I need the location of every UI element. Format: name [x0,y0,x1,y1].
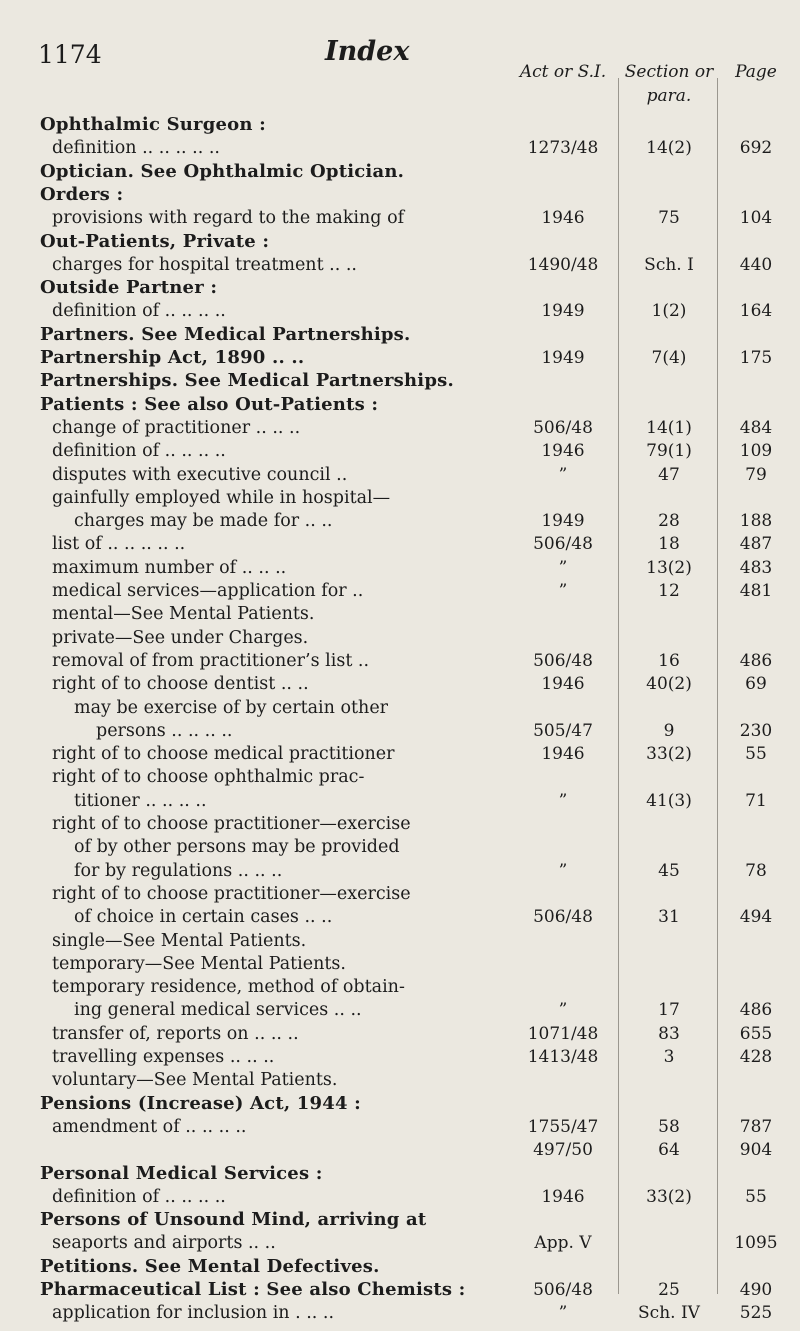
entry-page: 525 [739,1303,773,1324]
index-entry [0,834,800,860]
index-entry [0,508,800,534]
entry-text: temporary residence, method of obtain- [52,977,405,998]
entry-section: 7(4) [651,348,687,368]
entry-section: 40(2) [646,674,692,695]
index-entry [0,252,800,278]
entry-section: 33(2) [646,1186,692,1207]
index-entry [0,788,800,814]
entry-page: 655 [739,1023,773,1044]
entry-page: 483 [739,557,773,578]
entry-section: 3 [663,1047,675,1067]
entry-act: ” [558,790,568,811]
entry-section: 58 [658,1116,680,1137]
index-entry [0,298,800,324]
entry-page: 692 [739,138,773,159]
entry-text: maximum number of .. .. .. [52,557,287,578]
index-entry [0,531,800,557]
entry-text: gainfully employed while in hospital— [52,487,391,508]
entry-page: 230 [739,720,773,741]
entry-section: 79(1) [646,441,692,462]
entry-page: 175 [739,348,773,368]
entry-act: ” [558,581,568,601]
entry-act: 497/50 [533,1140,593,1161]
entry-text: may be exercise of by certain other [74,697,389,718]
index-entry [0,578,800,604]
entry-act: 506/48 [533,417,593,438]
entry-page: 494 [739,907,773,928]
index-entry [0,415,800,441]
entry-text: Ophthalmic Surgeon : [40,114,266,135]
index-entry [0,345,800,371]
entry-text: right of to choose practitioner—exercise [52,883,411,904]
entry-text: right of to choose practitioner—exercise [52,814,411,834]
entry-act: ” [558,1000,568,1021]
index-entry [0,1184,800,1210]
entry-page: 78 [745,860,767,881]
page-number: 1174 [38,40,102,69]
entry-text: list of .. .. .. .. .. [52,534,186,555]
index-entry [0,368,800,394]
entry-text: for by regulations .. .. .. [74,860,283,881]
index-entry [0,858,800,884]
entry-section: 13(2) [646,557,692,578]
entry-text: definition of .. .. .. .. [52,301,226,322]
entry-text: removal of from practitioner’s list .. [52,650,370,671]
entry-page: 440 [739,254,773,275]
index-entry [0,1207,800,1233]
entry-page: 109 [739,441,773,462]
entry-text: definition of .. .. .. .. [52,1186,226,1207]
entry-act: 506/48 [533,650,593,671]
entry-section: Sch. IV [638,1303,700,1324]
entry-text: charges may be made for .. .. [74,511,333,532]
entry-section: 75 [658,208,680,229]
entry-section: 14(2) [646,138,692,159]
entry-page: 69 [745,674,767,695]
entry-act: 1755/47 [527,1116,599,1137]
index-entry [0,229,800,255]
entry-act: 1071/48 [527,1023,599,1044]
index-entry [0,1091,800,1117]
entry-section: 18 [658,534,680,555]
entry-section: Sch. I [644,254,694,275]
entry-text: disputes with executive council .. [52,464,348,485]
entry-page: 487 [739,534,773,555]
entry-page: 490 [739,1280,773,1300]
entry-text: titioner .. .. .. .. [74,790,207,811]
column-header-section: Section or para. [624,62,714,106]
entry-section: 25 [658,1280,680,1300]
index-entry [0,904,800,930]
entry-text: persons .. .. .. .. [96,720,233,741]
entry-page: 486 [739,650,773,671]
index-entry [0,1161,800,1187]
entry-section: 33(2) [646,744,692,765]
entry-text: of by other persons may be provided [74,837,400,858]
entry-text: medical services—application for .. [52,581,364,601]
index-entry [0,951,800,977]
entry-act: 1413/48 [527,1047,599,1067]
index-entry [0,928,800,954]
entry-text: provisions with regard to the making of [52,208,405,229]
index-entry [0,741,800,767]
entry-act: 1273/48 [527,138,599,159]
entry-act: 1949 [541,511,585,532]
entry-act: 505/47 [533,720,593,741]
index-entry [0,392,800,418]
entry-act: App. V [534,1233,592,1254]
entry-text: of choice in certain cases .. .. [74,907,333,928]
entry-page: 79 [745,464,767,485]
entry-text: Patients : See also Out-Patients : [40,393,379,415]
index-entry [0,112,800,138]
entry-page: 55 [745,744,767,765]
index-entry [0,974,800,1000]
entry-page: 164 [739,301,773,322]
index-entry [0,648,800,674]
entry-text: definition of .. .. .. .. [52,441,226,462]
entry-page: 55 [745,1186,767,1207]
entry-page: 787 [739,1116,773,1137]
entry-section: 28 [658,511,680,532]
index-entry [0,1254,800,1280]
entry-text: Partnerships. See Medical Partnerships. [40,370,454,392]
entry-text: private—See under Charges. [52,627,309,648]
index-entry [0,275,800,301]
index-entry [0,1067,800,1093]
index-entry [0,1137,800,1163]
entry-section: 9 [663,720,675,741]
entry-page: 104 [739,208,773,229]
entry-text: Persons of Unsound Mind, arriving at [40,1209,427,1231]
entry-section: 64 [658,1140,680,1161]
entry-text: single—See Mental Patients. [52,930,307,951]
entry-text: transfer of, reports on .. .. .. [52,1023,299,1044]
entry-act: ” [558,557,568,578]
column-header-act: Act or S.I. [519,62,607,82]
entry-text: mental—See Mental Patients. [52,604,315,625]
column-header-page: Page [735,62,777,82]
entry-section: 31 [658,907,680,928]
entry-act: 1946 [541,1186,585,1207]
entry-section: 16 [658,650,680,671]
index-entry [0,555,800,581]
index-entry [0,695,800,721]
entry-page: 481 [739,581,773,601]
entry-text: Orders : [40,183,124,205]
page-title: Index [325,36,410,67]
entry-text: amendment of .. .. .. .. [52,1116,247,1137]
index-entry [0,1230,800,1256]
index-entry [0,811,800,837]
entry-act: 1949 [541,348,585,368]
entry-text: Petitions. See Mental Defectives. [40,1255,380,1277]
index-entry [0,182,800,208]
entry-text: Personal Medical Services : [40,1162,323,1184]
entry-act: 1946 [541,674,585,695]
entry-text: Optician. See Ophthalmic Optician. [40,160,405,182]
entry-text: Pensions (Increase) Act, 1944 : [40,1092,361,1114]
entry-text: Pharmaceutical List : See also Chemists : [40,1279,466,1300]
index-entry [0,485,800,511]
entry-act: 506/48 [533,907,593,928]
entry-act: 1946 [541,441,585,462]
index-entry [0,1114,800,1140]
index-entry [0,135,800,161]
entry-page: 904 [739,1140,773,1161]
index-entry [0,1044,800,1070]
entry-act: 1946 [541,208,585,229]
entry-act: 1490/48 [527,254,599,275]
entry-text: travelling expenses .. .. .. [52,1047,275,1067]
index-entry [0,1277,800,1303]
index-entry [0,601,800,627]
entry-text: seaports and airports .. .. [52,1233,276,1254]
entry-text: Outside Partner : [40,277,218,299]
entry-text: temporary—See Mental Patients. [52,953,346,974]
entry-text: Partnership Act, 1890 .. .. [40,347,305,368]
index-entry [0,462,800,488]
index-entry [0,718,800,744]
index-entry [0,671,800,697]
index-entry [0,322,800,348]
entry-act: ” [558,860,568,881]
index-entry [0,159,800,185]
entry-act: 506/48 [533,534,593,555]
entry-act: ” [558,464,568,485]
entry-section: 14(1) [646,417,692,438]
entry-page: 428 [739,1047,773,1067]
entry-act: 506/48 [533,1280,593,1300]
entry-page: 188 [739,511,773,532]
entry-page: 486 [739,1000,773,1021]
index-entry [0,1300,800,1326]
entry-text: ing general medical services .. .. [74,1000,362,1021]
entry-act: 1946 [541,744,585,765]
entry-text: definition .. .. .. .. .. [52,138,220,159]
entry-text: right of to choose ophthalmic prac- [52,767,365,788]
entry-text: voluntary—See Mental Patients. [52,1070,338,1091]
index-entry [0,438,800,464]
entry-section: 12 [658,581,680,601]
entry-act: ” [558,1303,568,1324]
entry-section: 1(2) [651,301,687,322]
entry-text: application for inclusion in . .. .. [52,1303,335,1324]
index-entry [0,205,800,231]
entry-page: 1095 [734,1233,778,1254]
entry-text: charges for hospital treatment .. .. [52,254,357,275]
index-entry [0,1021,800,1047]
entry-text: Partners. See Medical Partnerships. [40,323,411,345]
entry-text: change of practitioner .. .. .. [52,417,301,438]
index-entry [0,625,800,651]
entry-text: right of to choose dentist .. .. [52,674,309,695]
entry-text: right of to choose medical practitioner [52,744,395,765]
entry-section: 45 [658,860,680,881]
entry-page: 484 [739,417,773,438]
entry-section: 83 [658,1023,680,1044]
index-entry [0,997,800,1023]
index-entry [0,881,800,907]
entry-text: Out-Patients, Private : [40,230,270,252]
entry-page: 71 [745,790,767,811]
index-entry [0,764,800,790]
entry-section: 47 [658,464,680,485]
entry-section: 17 [658,1000,680,1021]
entry-act: 1949 [541,301,585,322]
entry-section: 41(3) [646,790,692,811]
